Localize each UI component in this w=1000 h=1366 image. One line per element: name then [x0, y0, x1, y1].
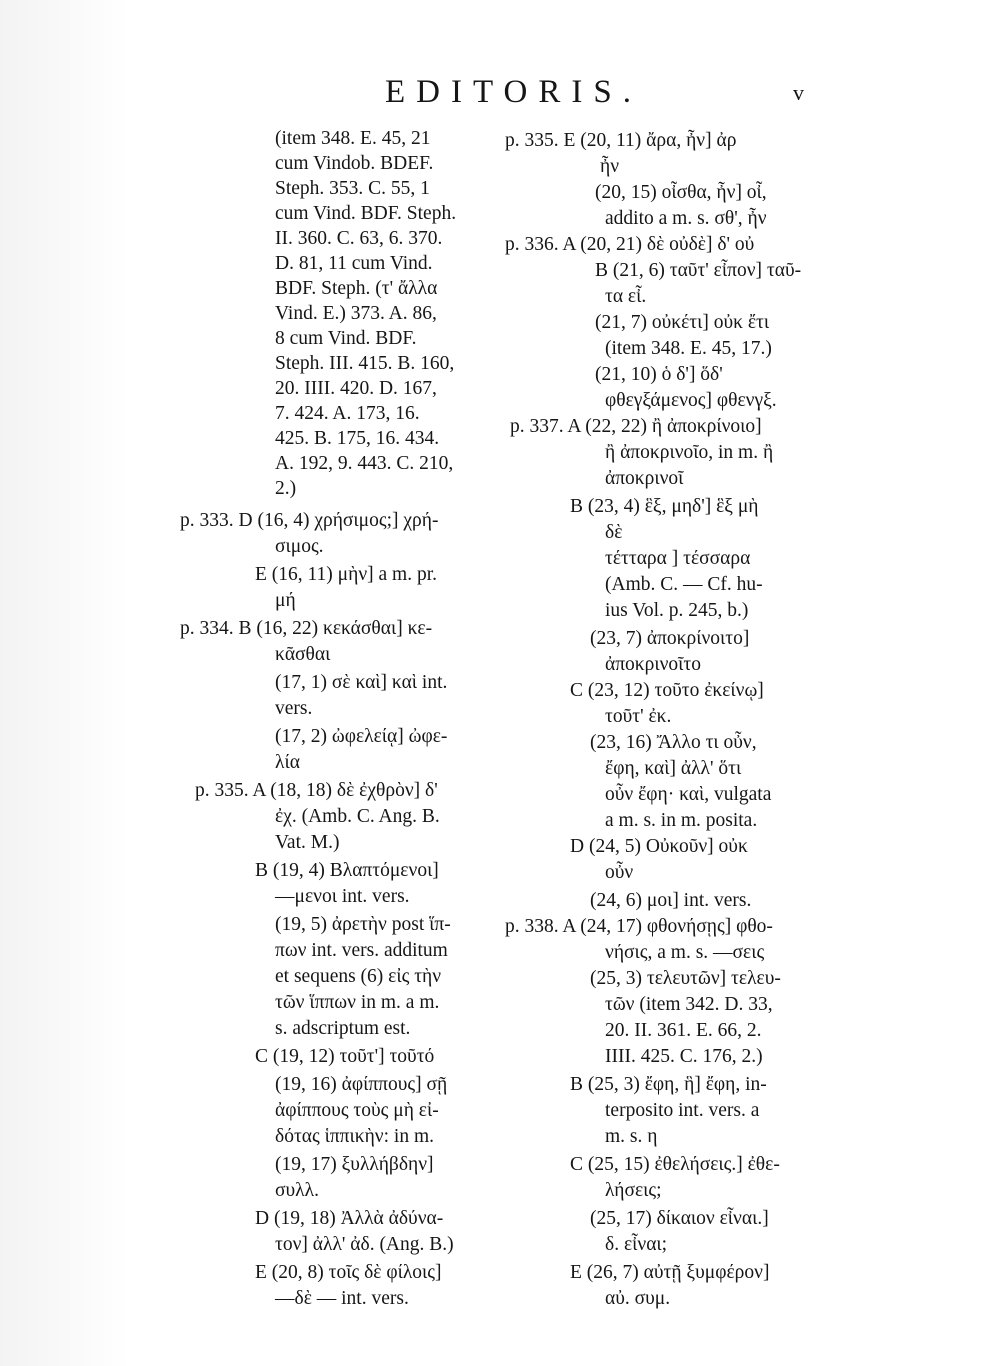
text-line: (21, 10) ὁ δ'] ὅδ' [595, 364, 723, 385]
text-line: C (23, 12) τοῦτο ἐκείνῳ] [570, 680, 764, 701]
text-line: B (21, 6) ταῦτ' εἶπον] ταῦ- [595, 260, 802, 281]
text-line: D (19, 18) Ἀλλὰ ἀδύνα- [255, 1208, 444, 1229]
text-line: BDF. Steph. (τ' ἄλλα [275, 278, 438, 299]
text-line: (20, 15) οἶσθα, ἦν] οἶ, [595, 182, 767, 203]
text-line: 7. 424. A. 173, 16. [275, 403, 420, 424]
text-line: 20. II. 361. E. 66, 2. [605, 1020, 762, 1041]
entry-head-line: p. 338. A (24, 17) φθονήσῃς] φθο- [505, 916, 773, 937]
text-line: (Amb. C. — Cf. hu- [605, 574, 763, 595]
entry-head-line: p. 337. A (22, 22) ἢ ἀποκρίνοιο] [510, 416, 762, 437]
text-line: (17, 1) σὲ καὶ] καὶ int. [275, 672, 448, 693]
text-line: (19, 17) ξυλλήβδην] [275, 1154, 434, 1175]
text-line: cum Vind. BDF. Steph. [275, 203, 457, 224]
text-line: E (20, 8) τοῖς δὲ φίλοις] [255, 1262, 442, 1283]
entry-head-line: p. 334. B (16, 22) κεκάσθαι] κε- [180, 618, 433, 639]
text-line: 8 cum Vind. BDF. [275, 328, 417, 349]
text-line: et sequens (6) εἰς τὴν [275, 966, 442, 987]
text-line: vers. [275, 698, 313, 719]
text-line: A. 192, 9. 443. C. 210, [275, 453, 454, 474]
entry-head-line: p. 336. A (20, 21) δὲ οὐδὲ] δ' οὐ [505, 234, 755, 255]
text-line: (item 348. E. 45, 17.) [605, 338, 772, 359]
text-line: ἀφίππους τοὺς μὴ εἰ- [275, 1100, 439, 1121]
entry-head-line: p. 333. D (16, 4) χρήσιμος;] χρή- [180, 510, 439, 531]
text-line: τῶν ἵππων in m. a m. [275, 992, 440, 1013]
text-line: δ. εἶναι; [605, 1234, 668, 1255]
text-line: m. s. η [605, 1126, 658, 1147]
text-line: (25, 3) τελευτῶν] τελευ- [590, 968, 781, 989]
text-line: αὐ. συμ. [605, 1288, 671, 1309]
text-line: addito a m. s. σθ', ἦν [605, 208, 767, 229]
text-line: ἢ ἀποκρινοῖο, in m. ἢ [605, 442, 774, 463]
text-line: ἔφη, καὶ] ἀλλ' ὅτι [605, 758, 742, 779]
text-line: σιμος. [275, 536, 324, 557]
text-line: τέτταρα ] τέσσαρα [605, 548, 751, 569]
text-line: —μενοι int. vers. [275, 886, 410, 907]
text-line: terposito int. vers. a [605, 1100, 760, 1121]
text-line: (25, 17) δίκαιον εἶναι.] [590, 1208, 769, 1229]
text-line: (23, 16) Ἄλλο τι οὖν, [590, 732, 757, 753]
text-line: ἐχ. (Amb. C. Ang. B. [275, 806, 440, 827]
text-line: C (19, 12) τοῦτ'] τοῦτό [255, 1046, 435, 1067]
text-line: 425. B. 175, 16. 434. [275, 428, 440, 449]
text-line: (17, 2) ὠφελείᾳ] ὠφε- [275, 726, 448, 747]
page-number: v [793, 80, 804, 105]
text-line: ius Vol. p. 245, b.) [605, 600, 749, 621]
text-line: B (19, 4) Βλαπτόμενοι] [255, 860, 439, 881]
text-line: E (16, 11) μὴν] a m. pr. [255, 564, 438, 585]
text-line: τοῦτ' ἐκ. [605, 706, 672, 727]
text-line: cum Vindob. BDEF. [275, 153, 434, 174]
text-line: II. 360. C. 63, 6. 370. [275, 228, 443, 249]
text-line: τα εἶ. [605, 286, 647, 307]
text-line: C (25, 15) ἐθελήσεις.] ἐθε- [570, 1154, 780, 1175]
text-line: B (25, 3) ἔφη, ἣ] ἔφη, in- [570, 1074, 767, 1095]
text-line: IIII. 425. C. 176, 2.) [605, 1046, 763, 1067]
text-line: φθεγξάμενος] φθενγξ. [605, 390, 777, 411]
text-line: s. adscriptum est. [275, 1018, 411, 1039]
entry-head-line: p. 335. A (18, 18) δὲ ἐχθρὸν] δ' [195, 780, 438, 801]
text-line: τῶν (item 342. D. 33, [605, 994, 773, 1015]
text-line: πων int. vers. additum [275, 940, 448, 961]
text-line: οὖν ἔφη· καὶ, vulgata [605, 784, 772, 805]
text-line: —δὲ — int. vers. [275, 1288, 409, 1309]
text-line: E (26, 7) αὐτῇ ξυμφέρον] [570, 1262, 770, 1283]
text-line: μή [275, 590, 296, 611]
text-line: δὲ [605, 522, 623, 543]
text-line: (23, 7) ἀποκρίνοιτο] [590, 628, 750, 649]
entry-head-line: p. 335. E (20, 11) ἄρα, ἦν] ἀρ [505, 130, 737, 151]
text-line: a m. s. in m. posita. [605, 810, 758, 831]
text-line: ἀποκρινοῖτο [605, 654, 702, 675]
text-line: κᾶσθαι [275, 644, 331, 665]
text-line: Steph. 353. C. 55, 1 [275, 178, 430, 199]
text-line: Vat. M.) [275, 832, 340, 853]
text-line: (21, 7) οὐκέτι] οὐκ ἔτι [595, 312, 770, 333]
text-line: δότας ἱππικὴν: in m. [275, 1126, 434, 1147]
text-line: Vind. E.) 373. A. 86, [275, 303, 437, 324]
text-line: λήσεις; [605, 1180, 662, 1201]
text-line: (19, 16) ἀφίππους] σῇ [275, 1074, 448, 1095]
text-line: συλλ. [275, 1180, 319, 1201]
text-line: (item 348. E. 45, 21 [275, 128, 431, 149]
text-line: 20. IIII. 420. D. 167, [275, 378, 437, 399]
text-line: 2.) [275, 478, 297, 499]
text-line: ἀποκρινοῖ [605, 468, 684, 489]
text-line: νήσις, a m. s. —σεις [605, 942, 765, 963]
text-line: B (23, 4) ἓξ, μηδ'] ἓξ μὴ [570, 496, 759, 517]
text-line: οὖν [605, 862, 634, 883]
text-line: τον] ἀλλ' ἀδ. (Ang. B.) [275, 1234, 454, 1255]
text-line: Steph. III. 415. B. 160, [275, 353, 455, 374]
text-line: D. 81, 11 cum Vind. [275, 253, 433, 274]
text-line: (24, 6) μοι] int. vers. [590, 890, 752, 911]
running-head-title: EDITORIS. [385, 74, 642, 110]
text-line: (19, 5) ἀρετὴν post ἵπ- [275, 914, 451, 935]
text-line: λία [275, 752, 300, 773]
page-edge-shade [0, 0, 130, 1366]
text-line: ἦν [600, 156, 620, 177]
text-line: D (24, 5) Οὐκοῦν] οὐκ [570, 836, 748, 857]
